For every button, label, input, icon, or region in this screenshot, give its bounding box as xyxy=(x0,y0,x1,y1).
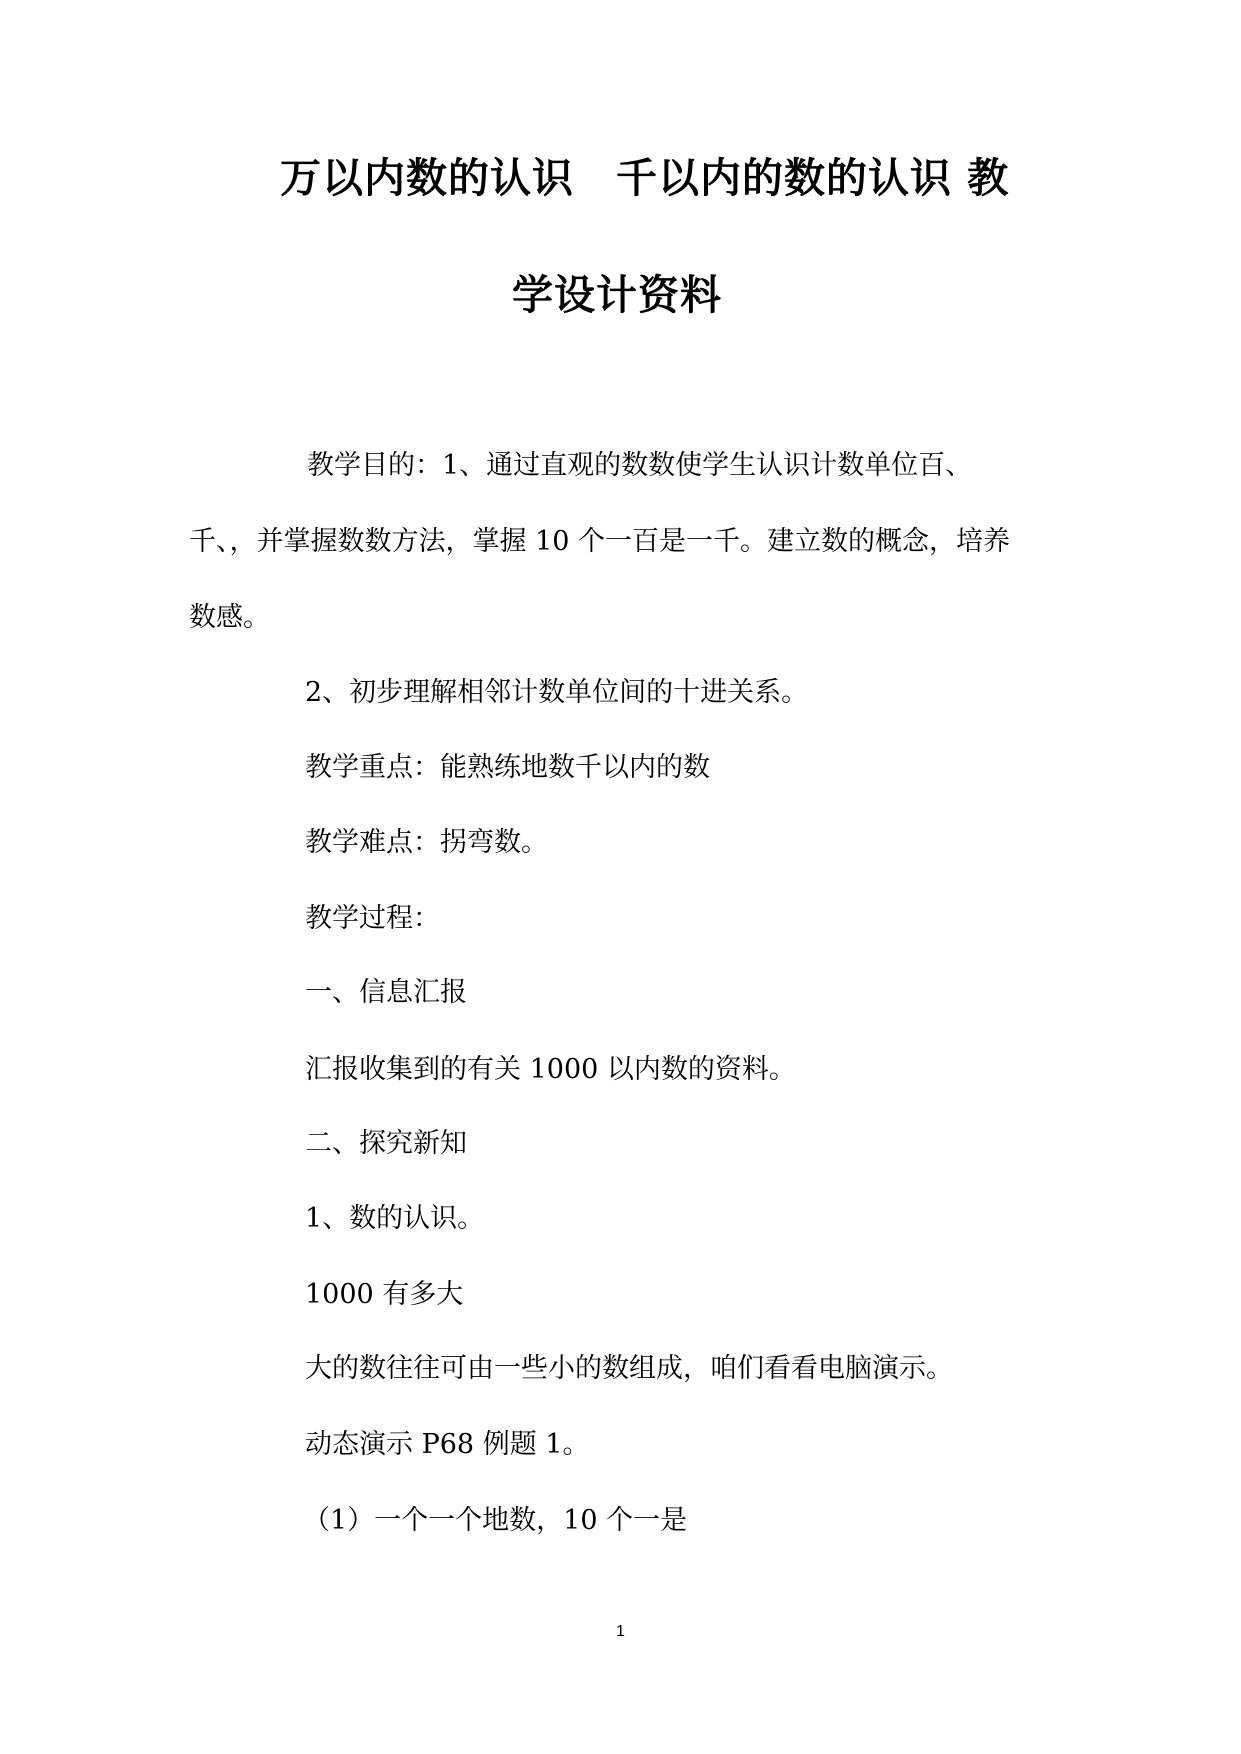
subsection-heading-1: 1、数的认识。 xyxy=(305,1203,485,1234)
paragraph-objective-line-1: 教学目的：1、通过直观的数数使学生认识计数单位百、 xyxy=(307,450,973,481)
paragraph-1000-size: 1000 有多大 xyxy=(305,1279,464,1310)
paragraph-objective-2: 2、初步理解相邻计数单位间的十进关系。 xyxy=(305,677,809,708)
paragraph-counting-step-1: （1）一个一个地数，10 个一是 xyxy=(303,1505,688,1536)
paragraph-report: 汇报收集到的有关 1000 以内数的资料。 xyxy=(305,1054,796,1085)
paragraph-difficulty: 教学难点：拐弯数。 xyxy=(305,827,548,858)
section-heading-2: 二、探究新知 xyxy=(305,1128,467,1159)
page-number: 1 xyxy=(616,1623,625,1640)
document-title-line-2: 学设计资料 xyxy=(512,271,722,319)
paragraph-dynamic-demo: 动态演示 P68 例题 1。 xyxy=(305,1429,590,1460)
section-heading-1: 一、信息汇报 xyxy=(305,977,467,1008)
paragraph-objective-line-2: 千、，并掌握数数方法，掌握 10 个一百是一千。建立数的概念，培养 xyxy=(189,526,1011,557)
paragraph-objective-line-3: 数感。 xyxy=(189,602,270,633)
paragraph-key-point: 教学重点：能熟练地数千以内的数 xyxy=(305,752,710,783)
document-title-line-1: 万以内数的认识 千以内的数的认识 教 xyxy=(280,154,1010,202)
paragraph-process-heading: 教学过程： xyxy=(305,903,440,934)
paragraph-demo-intro: 大的数往往可由一些小的数组成，咱们看看电脑演示。 xyxy=(305,1353,953,1384)
